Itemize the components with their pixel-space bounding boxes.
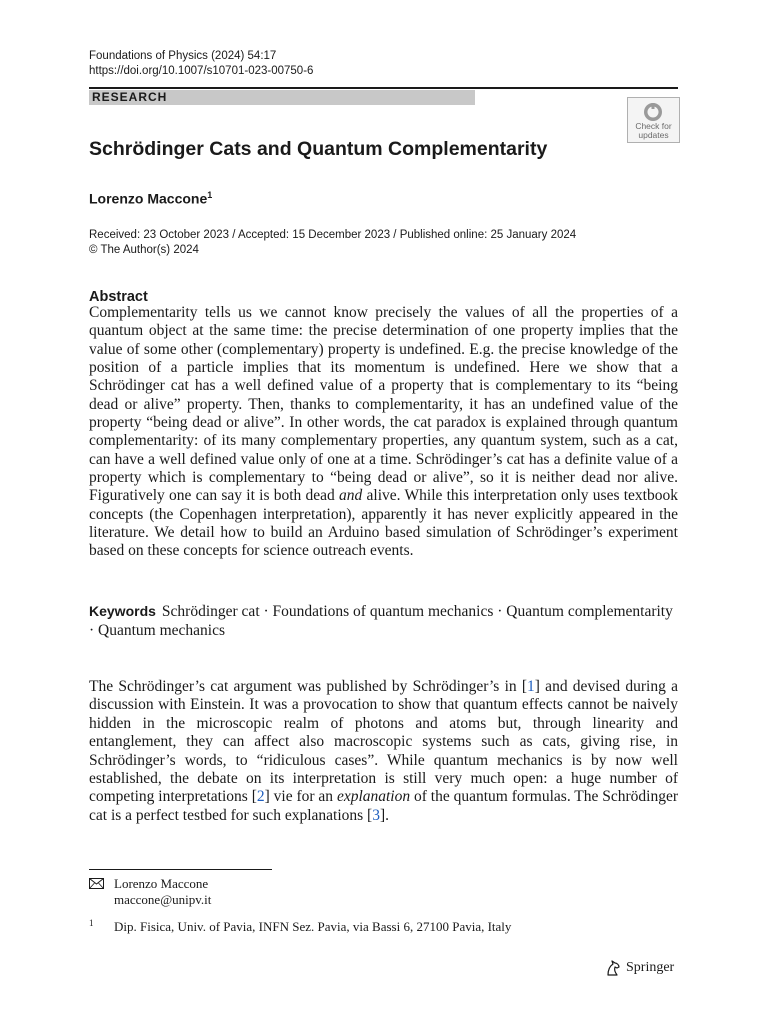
abstract-text-part2: alive. While this interpretation only uses textbook concepts (the Copenhagen interpretation), apparently it has never explicitly appeared in the literature. We detail how to build an Arduino based simulation of Schrödinger’s experiment based on these concepts for science outreach events. bbox=[89, 487, 678, 560]
corresponding-text bbox=[114, 876, 211, 907]
body-text-5: ]. bbox=[379, 806, 389, 824]
header-rule bbox=[89, 87, 678, 89]
corresponding-email[interactable]: maccone@unipv.it bbox=[114, 891, 212, 907]
envelope-icon bbox=[89, 878, 104, 889]
keywords-list: Schrödinger cat · Foundations of quantum mechanics · Quantum complementarity · Quantum mechanics bbox=[89, 603, 673, 639]
author-name[interactable]: Lorenzo Maccone bbox=[89, 190, 208, 207]
body-text-4: of the quantum formulas. The Schrödinger cat is a perfect testbed for such explanations [ bbox=[89, 788, 679, 824]
citation-link-1[interactable]: 1 bbox=[527, 678, 535, 695]
affiliation-number: 1 bbox=[89, 918, 94, 928]
keywords-label: Keywords bbox=[89, 603, 156, 619]
author-affil-mark: 1 bbox=[207, 190, 213, 200]
article-dates bbox=[89, 228, 576, 257]
article-title: Schrödinger Cats and Quantum Complementarity bbox=[89, 138, 548, 160]
abstract-paragraph bbox=[89, 304, 678, 561]
body-emphasis: explanation bbox=[336, 788, 411, 806]
author-line bbox=[89, 185, 212, 209]
corresponding-name: Lorenzo Maccone bbox=[114, 876, 209, 891]
badge-line-1: Check for bbox=[635, 121, 672, 131]
citation-link-2[interactable]: 2 bbox=[256, 788, 265, 806]
check-updates-icon bbox=[643, 102, 663, 122]
abstract-heading: Abstract bbox=[89, 289, 148, 305]
abstract-emphasis: and bbox=[339, 487, 363, 505]
publisher-name: Springer bbox=[626, 960, 675, 975]
abstract-text-part1: Complementarity tells us we cannot know precisely the values of all the properties of a quantum object at the same time: the precise determination of one property implies that the value of some other (complementary) property is undefined. E.g. the precise knowledge of the position of a particle implies that its momentum is undefined. Here we show that a Schrödinger cat has a well defined value of a property that is complementary to its “being dead or alive” property. Then, thanks to complementarity, it has an undefined value of the property “being dead or alive”. In other words, the cat paradox is explained through quantum complementarity: of its many complementary properties, any quantum system, such as a cat, can have a well defined value only of one at a time. Schrödinger’s cat has a definite value of a property which is complementary to “being dead or alive”, so it is neither dead nor alive. Figuratively one can say it is both dead bbox=[89, 304, 678, 505]
journal-citation: Foundations of Physics (2024) 54:17 bbox=[89, 50, 277, 62]
body-text-1: The Schrödinger’s cat argument was published by Schrödinger’s in [ bbox=[89, 678, 528, 695]
body-text-2: ] and devised during a discussion with Einstein. It was a provocation to show that quantum effects cannot be naively hidden in the microscopic realm of photons and atoms but, through linearity and entanglement, they can affect also macroscopic systems such as cats, giving rise, in Schrödinger’s words, to “ridiculous cases”. While quantum mechanics is by now well established, the debate on its interpretation is still very much open: a huge number of competing interpretations [ bbox=[89, 678, 678, 806]
abstract-body bbox=[89, 304, 678, 561]
springer-horse-icon bbox=[604, 959, 622, 977]
intro-paragraph bbox=[89, 678, 678, 825]
badge-text bbox=[628, 122, 679, 140]
copyright-line: © The Author(s) 2024 bbox=[89, 243, 199, 256]
body-text-3: ] vie for an bbox=[264, 788, 337, 806]
publication-dates: Received: 23 October 2023 / Accepted: 15 December 2023 / Published online: 25 January 2024 bbox=[89, 229, 577, 241]
footnote-rule bbox=[89, 869, 272, 870]
citation-link-3[interactable]: 3 bbox=[372, 806, 380, 824]
journal-header bbox=[89, 49, 313, 79]
affiliation-text: Dip. Fisica, Univ. of Pavia, INFN Sez. Pavia, via Bassi 6, 27100 Pavia, Italy bbox=[114, 919, 512, 934]
check-for-updates-badge[interactable] bbox=[627, 97, 680, 143]
body-paragraph bbox=[89, 678, 678, 825]
keywords-block bbox=[89, 602, 678, 640]
section-label: RESEARCH bbox=[92, 90, 168, 104]
badge-line-2: updates bbox=[638, 130, 669, 140]
doi-link[interactable]: https://doi.org/10.1007/s10701-023-00750-6 bbox=[89, 65, 314, 77]
